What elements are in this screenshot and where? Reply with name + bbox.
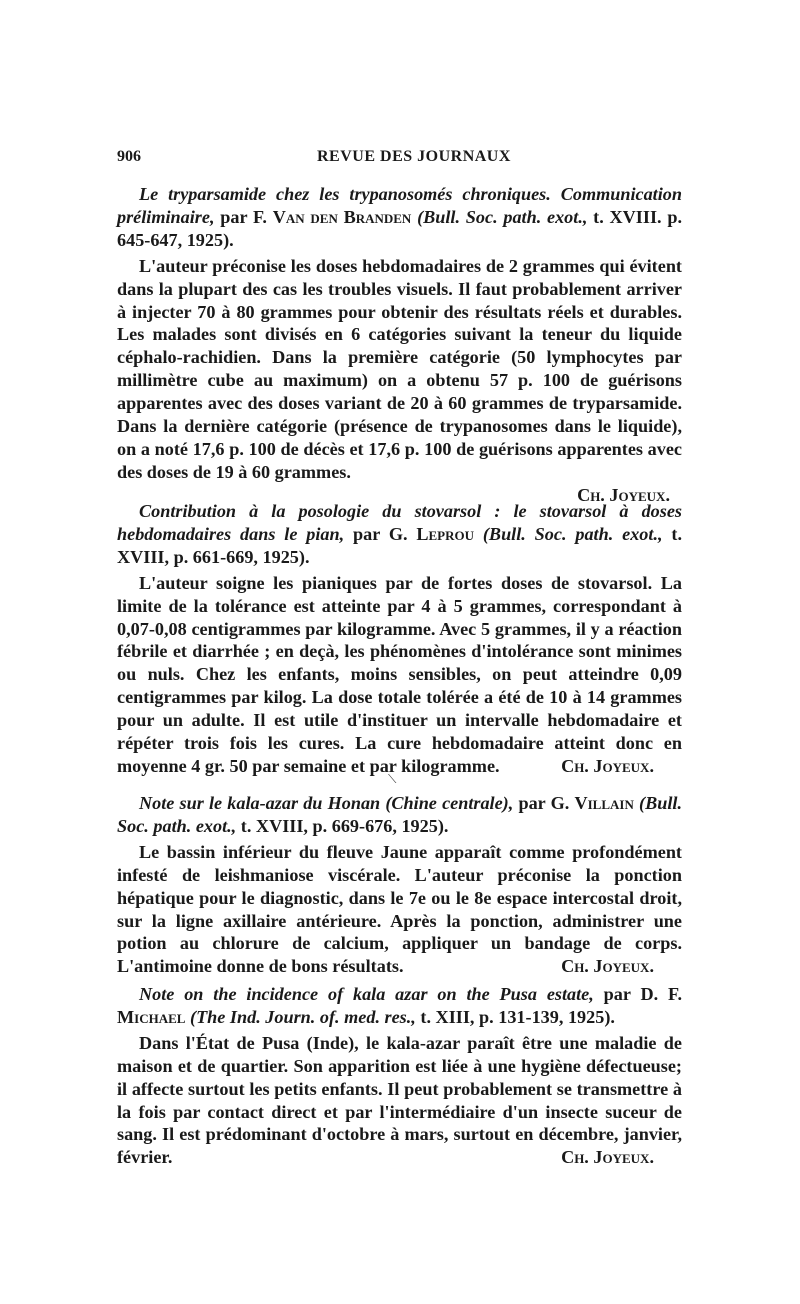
article-title: Le tryparsamide chez les trypanosomés chroniques. Communication préliminaire, [117,184,682,227]
journal-name: (Bull. Soc. path. exot., [482,523,663,544]
reviewer-signature: Ch. Joyeux. [561,956,654,977]
review-entry [117,983,682,1169]
article-title: Note on the incidence of kala azar on the Pusa estate, [139,984,594,1004]
review-citation [117,792,682,838]
article-author: Van den Branden [272,206,412,227]
journal-reference: t. XVIII. p. 645-647, 1925). [117,206,682,250]
review-entry [117,183,682,507]
author-prefix: par D. F. [603,984,683,1004]
journal-name: (The Ind. Journ. of. med. res., [190,1006,416,1027]
separator-mark: ⟍ [388,772,397,786]
journal-reference: t. XVIII, p. 661-669, 1925). [117,523,683,567]
reviewer-signature: Ch. Joyeux. [561,1147,654,1168]
reviewer-signature: Ch. Joyeux. [561,755,654,776]
review-citation [117,183,682,252]
running-title: REVUE DES JOURNAUX [317,148,511,165]
review-body-text: Dans l'État de Pusa (Inde), le kala-azar paraît être une maladie de maison et de quartier. Son apparition est liée à une hygiène défectueuse; il affecte surtout les petits enfants. Il peut probablement se transmettre à la fois par contact direct et par l'intermédiaire d'un insecte suceur de sang. Il est prédominant d'octobre à mars, surtout en décembre, janvier, février. [117,1032,682,1168]
journal-reference: t. XVIII, p. 669-676, 1925). [240,815,449,836]
review-body [117,572,682,778]
review-citation [117,983,682,1029]
article-author: Villain [574,793,634,813]
author-prefix: par G. [353,523,417,544]
journal-name: (Bull. Soc. path. exot., [417,206,588,227]
running-header [117,148,682,172]
review-body [117,841,682,978]
article-title: Contribution à la posologie du stovarsol : le stovarsol à doses hebdomadaires dans le pian, [117,501,682,544]
review-entry [117,500,682,778]
reviewer-signature: Ch. Joyeux. [577,484,670,505]
review-body-text: Le bassin inférieur du fleuve Jaune apparaît comme profondément infesté de leishmaniose viscérale. L'auteur préconise la ponction hépatique pour le diagnostic, dans le 7e ou le 8e espace intercostal droit, sur la ligne axillaire antérieure. Après la ponction, administrer une potion au chlorure de calcium, appliquer un bandage de corps. L'antimoine donne de bons résultats. [117,841,682,977]
review-body-text: L'auteur soigne les pianiques par de fortes doses de stovarsol. La limite de la tolérance est atteinte par 4 à 5 grammes, correspondant à 0,07-0,08 centigrammes par kilogramme. Avec 5 grammes, il y a réaction fébrile et diarrhée ; en deçà, les phénomènes d'intolérance sont minimes ou nuls. Chez les enfants, moins sensibles, on peut atteindre 0,09 centigrammes par kilog. La dose totale tolérée a été de 10 à 14 grammes pour un adulte. Il est utile d'instituer un intervalle hebdomadaire et répéter trois fois les cures. La cure hebdomadaire atteint donc en moyenne 4 gr. 50 par semaine et par kilogramme. [117,572,682,776]
journal-name: (Bull. Soc. path. exot., [117,793,683,836]
author-prefix: par F. [220,206,273,227]
review-body: L'auteur préconise les doses hebdomadaires de 2 grammes qui évitent dans la plupart des cas les troubles visuels. Il faut probablement arriver à injecter 70 à 80 grammes pour obtenir des résultats réels et durables. Les malades sont divisés en 6 catégories suivant la teneur du liquide céphalo-rachidien. Dans la première catégorie (50 lymphocytes par millimètre cube au maximum) on a obtenu 57 p. 100 de guérisons apparentes avec des doses variant de 20 à 60 grammes de tryparsamide. Dans la dernière catégorie (présence de trypanosomes dans le liquide), on a noté 17,6 p. 100 de décès et 17,6 p. 100 de guérisons apparentes avec des doses de 19 à 60 grammes. [117,255,682,482]
page-number: 906 [117,148,141,165]
article-author: Leprou [416,523,475,544]
journal-reference: t. XIII, p. 131-139, 1925). [420,1006,615,1027]
article-author: Michael [117,1006,186,1027]
author-prefix: par G. [518,793,575,813]
article-title: Note sur le kala-azar du Honan (Chine centrale), [139,793,514,813]
review-entry [117,792,682,978]
review-citation [117,500,682,569]
review-body [117,1032,682,1169]
